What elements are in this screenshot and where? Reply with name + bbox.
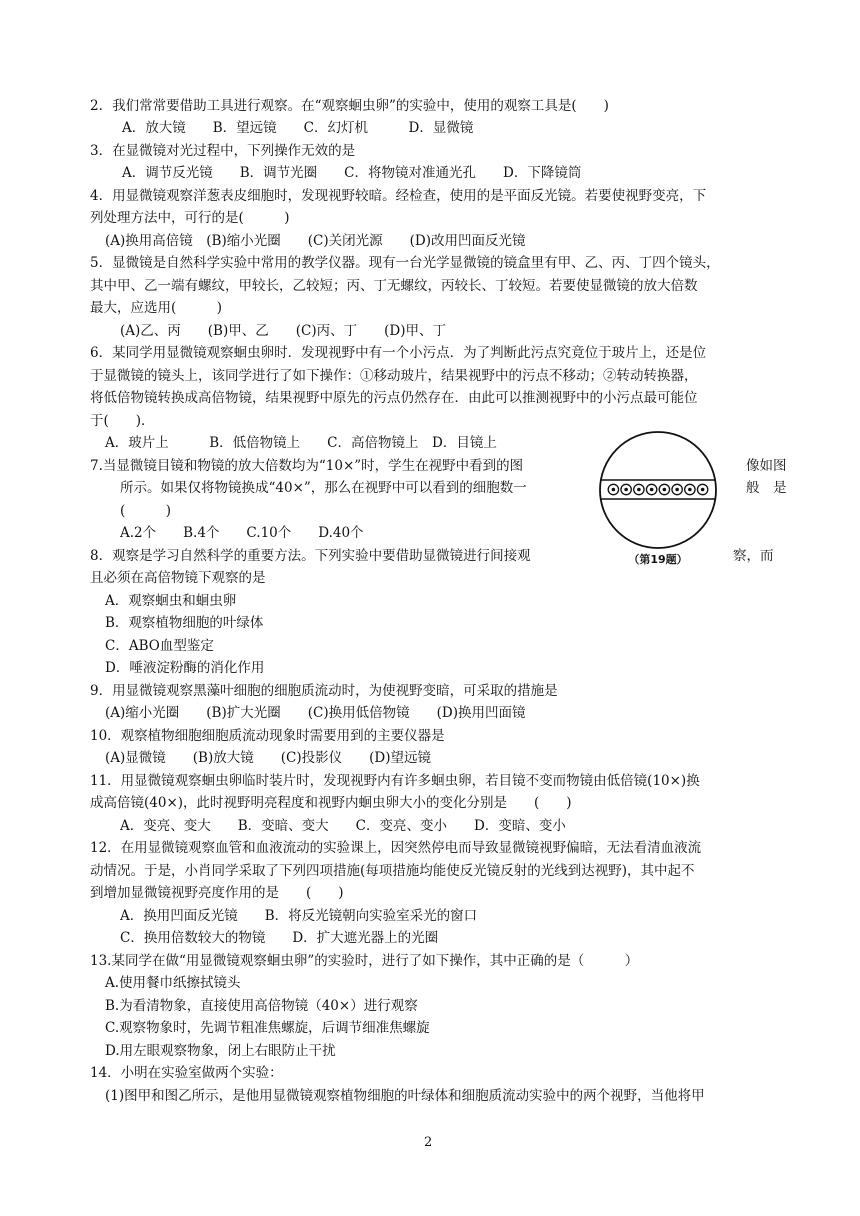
cell-nucleus xyxy=(612,488,616,492)
question-10-options: (A)显微镜 (B)放大镜 (C)投影仪 (D)望远镜 xyxy=(105,750,431,766)
question-13: 13.某同学在做“用显微镜观察蛔虫卵”的实验时，进行了如下操作，其中正确的是（ ） xyxy=(90,953,639,969)
question-4-line-2: 列处理方法中，可行的是( ) xyxy=(90,210,290,226)
question-8-option-a: A．观察蛔虫和蛔虫卵 xyxy=(105,593,237,609)
question-7-line-3: ( ) xyxy=(120,503,172,519)
question-9-options: (A)缩小光圈 (B)扩大光圈 (C)换用低倍物镜 (D)换用凹面镜 xyxy=(105,705,526,721)
question-12-line-1: 12．在用显微镜观察血管和血液流动的实验课上，因突然停电而导致显微镜视野偏暗，无法看清血液流 xyxy=(90,840,702,856)
question-8-option-c: C．ABO血型鉴定 xyxy=(105,638,214,654)
question-6-line-3: 将低倍物镜转换成高倍物镜，结果视野中原先的污点仍然存在．由此可以推测视野中的小污点最可能位 xyxy=(90,390,698,406)
question-11-line-2: 成高倍镜(40×)，此时视野明亮程度和视野内蛔虫卵大小的变化分别是 ( ) xyxy=(90,795,572,811)
question-7-line-1: 7.当显微镜目镜和物镜的放大倍数均为“10×”时，学生在视野中看到的图 xyxy=(90,458,524,474)
question-5-line-2: 其中甲、乙一端有螺纹，甲较长，乙较短；丙、丁无螺纹，丙较长、丁较短。若要使显微镜的放大倍数 xyxy=(90,278,698,294)
question-14-part-1: (1)图甲和图乙所示，是他用显微镜观察植物细胞的叶绿体和细胞质流动实验中的两个视野，当他将甲 xyxy=(105,1088,705,1104)
question-4-options: (A)换用高倍镜 (B)缩小光圈 (C)关闭光源 (D)改用凹面反光镜 xyxy=(105,233,526,249)
question-13-option-c: C.观察物象时，先调节粗准焦螺旋，后调节细准焦螺旋 xyxy=(105,1020,430,1036)
question-6-line-4: 于( )． xyxy=(90,413,155,429)
question-2-options: A．放大镜 B．望远镜 C．幻灯机 D．显微镜 xyxy=(122,120,474,136)
cell-nucleus xyxy=(650,488,654,492)
microscope-field-figure xyxy=(598,428,718,568)
question-12-line-2: 动情况。于是，小肖同学采取了下列四项措施(每项措施均能使反光镜反射的光线到达视野)，其中起不 xyxy=(90,863,695,879)
cell-nucleus xyxy=(701,488,705,492)
figure-caption: （第19题） xyxy=(628,553,688,566)
question-11-line-1: 11．用显微镜观察蛔虫卵临时装片时，发现视野内有许多蛔虫卵，若目镜不变而物镜由低倍镜(10×)换 xyxy=(90,773,700,789)
question-7-options: A.2个 B.4个 C.10个 D.40个 xyxy=(120,525,364,541)
question-8-option-b: B．观察植物细胞的叶绿体 xyxy=(105,615,264,631)
question-4-line-1: 4．用显微镜观察洋葱表皮细胞时，发现视野较暗。经检查，使用的是平面反光镜。若要使视野变亮，下 xyxy=(90,188,707,204)
question-7-line-1-tail: 像如图 xyxy=(746,458,787,474)
question-8-line-1-tail: 察，而 xyxy=(733,548,774,564)
question-3: 3．在显微镜对光过程中，下列操作无效的是 xyxy=(90,143,356,159)
question-3-options: A．调节反光镜 B．调节光圈 C．将物镜对准通光孔 D．下降镜筒 xyxy=(122,165,582,181)
question-6-line-1: 6．某同学用显微镜观察蛔虫卵时．发现视野中有一个小污点．为了判断此污点究竟位于玻片上，还是位 xyxy=(90,345,707,361)
question-8-line-1: 8．观察是学习自然科学的重要方法。下列实验中要借助显微镜进行间接观 xyxy=(90,548,531,564)
cell-nucleus xyxy=(675,488,679,492)
question-12-options-cd: C．换用倍数较大的物镜 D．扩大遮光器上的光圈 xyxy=(120,930,439,946)
question-12-line-3: 到增加显微镜视野亮度作用的是 ( ) xyxy=(90,885,344,901)
question-8-line-2: 且必须在高倍物镜下观察的是 xyxy=(90,570,266,586)
question-12-options-ab: A．换用凹面反光镜 B．将反光镜朝向实验室采光的窗口 xyxy=(120,908,478,924)
question-9: 9．用显微镜观察黑藻叶细胞的细胞质流动时，为使视野变暗，可采取的措施是 xyxy=(90,683,558,699)
cell-nucleus xyxy=(637,488,641,492)
cell-nucleus xyxy=(688,488,692,492)
question-5-options: (A)乙、丙 (B)甲、乙 (C)丙、丁 (D)甲、丁 xyxy=(120,323,446,339)
cell-nucleus xyxy=(624,488,628,492)
question-13-option-d: D.用左眼观察物象，闭上右眼防止干扰 xyxy=(105,1043,336,1059)
question-8-option-d: D．唾液淀粉酶的消化作用 xyxy=(105,660,265,676)
question-6-options: A．玻片上 B．低倍物镜上 C．高倍物镜上 D．目镜上 xyxy=(105,435,497,451)
question-5-line-1: 5．显微镜是自然科学实验中常用的教学仪器。现有一台光学显微镜的镜盒里有甲、乙、丙、丁四个镜头， xyxy=(90,255,720,271)
question-13-option-b: B.为看清物象，直接使用高倍物镜（40×）进行观察 xyxy=(105,998,418,1014)
question-6-line-2: 于显微镜的镜头上，该同学进行了如下操作：①移动玻片，结果视野中的污点不移动；②转动转换器， xyxy=(90,368,698,384)
question-5-line-3: 最大，应选用( ) xyxy=(90,300,223,316)
question-13-option-a: A.使用餐巾纸擦拭镜头 xyxy=(105,975,241,991)
question-14: 14．小明在实验室做两个实验： xyxy=(90,1065,283,1081)
question-11-options: A．变亮、变大 B．变暗、变大 C．变亮、变小 D．变暗、变小 xyxy=(120,818,566,834)
question-7-line-2-tail: 般 是 xyxy=(746,480,787,496)
question-10: 10．观察植物细胞细胞质流动现象时需要用到的主要仪器是 xyxy=(90,728,445,744)
question-7-line-2: 所示。如果仅将物镜换成“40×”，那么在视野中可以看到的细胞数一 xyxy=(120,480,527,496)
cell-nucleus xyxy=(663,488,667,492)
question-2: 2．我们常常要借助工具进行观察。在“观察蛔虫卵”的实验中，使用的观察工具是( ) xyxy=(90,98,609,114)
microscope-field-svg xyxy=(598,428,718,568)
page-number: 2 xyxy=(424,1135,433,1150)
